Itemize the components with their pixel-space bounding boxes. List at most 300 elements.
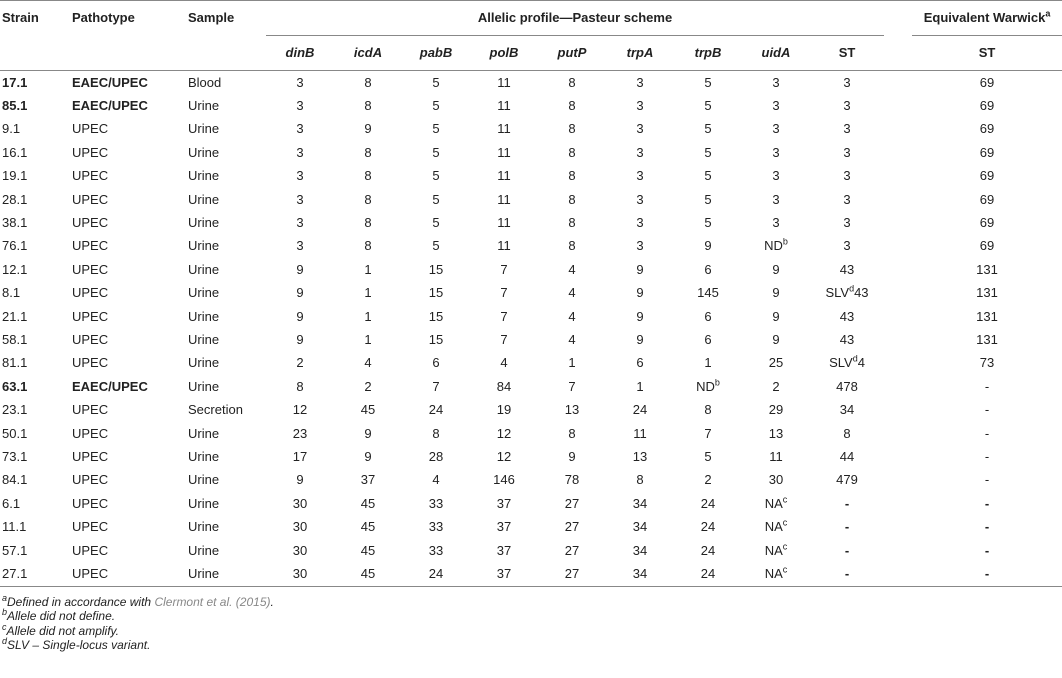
cell-warwick-st: 131: [976, 285, 998, 301]
cell-warwick-st: -: [984, 472, 990, 488]
cell-dinB: 3: [296, 121, 304, 137]
cell-pathotype: UPEC: [72, 425, 109, 441]
cell-trpA: 34: [632, 542, 648, 558]
cell-footnote-mark: c: [782, 541, 788, 552]
cell-uidA: 9: [772, 285, 780, 301]
cell-polB: 37: [496, 519, 512, 535]
table-row: [0, 118, 1062, 141]
cell-polB: 11: [497, 168, 511, 184]
table-row: [0, 211, 1062, 234]
cell-icdA: 2: [364, 378, 372, 394]
table-row: [0, 141, 1062, 164]
cell-putP: 8: [568, 98, 576, 114]
cell-st: [810, 352, 884, 375]
cell-trpA: 9: [636, 308, 644, 324]
cell-pathotype: EAEC/UPEC: [72, 378, 148, 394]
cell-polB: 7: [500, 285, 508, 301]
cell-pabB: 5: [432, 191, 440, 207]
cell-gap: [884, 515, 912, 538]
header-gene: putP: [538, 36, 606, 71]
cell-uidA: 25: [768, 355, 784, 371]
cell-gap: [884, 165, 912, 188]
cell-st: [810, 398, 884, 421]
cell-icdA: 9: [364, 121, 372, 137]
cell-putP: 8: [568, 425, 576, 441]
cell-st-value: 43: [839, 308, 855, 324]
cell-st: [810, 539, 884, 562]
header-gene: uidA: [742, 36, 810, 71]
cell-pabB: 15: [428, 261, 444, 277]
cell-icdA: 45: [360, 495, 376, 511]
cell-st: [810, 469, 884, 492]
cell-putP: 78: [564, 472, 580, 488]
footnote: [2, 638, 1012, 653]
cell-trpB: 5: [704, 121, 712, 137]
cell-trpA: 1: [636, 378, 644, 394]
cell-polB: 7: [500, 331, 508, 347]
cell-gap: [884, 71, 912, 95]
cell-strain: 9.1: [2, 121, 21, 137]
cell-trpA: 9: [636, 261, 644, 277]
cell-trpB: 9: [704, 238, 712, 254]
cell-value: NA: [764, 565, 783, 581]
footnote-mark: c: [2, 621, 7, 632]
header-gene: trpB: [674, 36, 742, 71]
cell-putP: 4: [568, 308, 576, 324]
cell-warwick-st: 69: [979, 121, 995, 137]
cell-st-value: 3: [843, 191, 851, 207]
cell-pathotype: UPEC: [72, 402, 109, 418]
cell-uidA: 3: [772, 74, 780, 90]
cell-gap: [884, 375, 912, 398]
cell-putP: 8: [568, 121, 576, 137]
cell-st-value: -: [844, 495, 850, 511]
cell-pabB: 7: [432, 378, 440, 394]
cell-icdA: 1: [364, 331, 372, 347]
cell-gap: [884, 445, 912, 468]
cell-strain: 27.1: [0, 562, 70, 586]
cell-trpB: 1: [704, 355, 712, 371]
cell-pathotype: UPEC: [72, 285, 109, 301]
cell-trpA: 34: [632, 495, 648, 511]
cell-warwick-st: 69: [979, 98, 995, 114]
cell-pathotype: UPEC: [72, 331, 109, 347]
cell-pabB: 5: [432, 238, 440, 254]
cell-sample: Urine: [188, 542, 220, 558]
cell-icdA: 8: [364, 238, 372, 254]
cell-dinB: 2: [296, 355, 304, 371]
header-gene: pabB: [402, 36, 470, 71]
cell-pabB: 8: [432, 425, 440, 441]
cell-uidA: 13: [768, 425, 784, 441]
footnote-mark: d: [2, 636, 8, 647]
cell-polB: 11: [497, 144, 511, 160]
cell-icdA: 4: [364, 355, 372, 371]
header-gene: dinB: [266, 36, 334, 71]
cell-st: [810, 445, 884, 468]
cell-gap: [884, 188, 912, 211]
cell-trpB: 5: [704, 215, 712, 231]
cell-value: NA: [764, 495, 783, 511]
cell-putP: 27: [564, 495, 580, 511]
table-row: [0, 515, 1062, 538]
cell-st: [810, 422, 884, 445]
cell-trpB: 8: [704, 402, 712, 418]
cell-dinB: 30: [292, 542, 308, 558]
cell-warwick-st: -: [984, 542, 990, 558]
cell-trpB: 5: [704, 191, 712, 207]
cell-trpA: 3: [636, 121, 644, 137]
footnote-text: Allele did not define.: [7, 609, 116, 624]
cell-uidA: 3: [772, 98, 780, 114]
cell-uidA: [742, 515, 810, 538]
header-equivalent-warwick-label: Equivalent Warwick: [923, 10, 1046, 25]
cell-uidA: 3: [772, 121, 780, 137]
cell-gap: [884, 211, 912, 234]
cell-st-value: 34: [839, 402, 855, 418]
cell-st: [810, 375, 884, 398]
cell-icdA: 1: [364, 285, 372, 301]
cell-sample: Urine: [188, 495, 220, 511]
cell-dinB: 3: [296, 98, 304, 114]
table-row: [0, 94, 1062, 117]
table-row: [0, 375, 1062, 398]
header-gene: icdA: [334, 36, 402, 71]
cell-footnote-mark: d: [849, 283, 855, 294]
cell-footnote-mark: b: [782, 237, 788, 248]
cell-uidA: [742, 235, 810, 258]
cell-putP: 8: [568, 168, 576, 184]
cell-uidA: 11: [769, 448, 783, 464]
cell-strain: 73.1: [2, 448, 28, 464]
cell-strain: 23.1: [2, 402, 28, 418]
cell-polB: 12: [496, 425, 512, 441]
cell-sample: Urine: [188, 98, 220, 114]
cell-trpA: 34: [606, 562, 674, 586]
cell-warwick-st: -: [984, 425, 990, 441]
cell-sample: Urine: [188, 215, 220, 231]
cell-pathotype: UPEC: [72, 121, 109, 137]
cell-icdA: 9: [364, 448, 372, 464]
cell-icdA: 1: [364, 308, 372, 324]
cell-polB: 84: [496, 378, 512, 394]
header-allelic-profile: Allelic profile—Pasteur scheme: [266, 1, 884, 36]
cell-strain: 12.1: [2, 261, 28, 277]
cell-trpA: 11: [633, 425, 647, 441]
cell-warwick-st: 131: [976, 331, 998, 347]
cell-dinB: 3: [296, 168, 304, 184]
cell-polB: 11: [497, 215, 511, 231]
cell-st-value: 3: [843, 168, 851, 184]
cell-pathotype: UPEC: [70, 562, 186, 586]
cell-trpB: 24: [700, 542, 716, 558]
cell-icdA: 37: [360, 472, 376, 488]
cell-warwick-st: -: [984, 378, 990, 394]
cell-pathotype: UPEC: [72, 261, 109, 277]
cell-value: ND: [764, 238, 783, 254]
cell-dinB: 30: [292, 519, 308, 535]
cell-dinB: 23: [292, 425, 308, 441]
cell-gap: [884, 539, 912, 562]
table-row: [0, 235, 1062, 258]
cell-uidA: [742, 539, 810, 562]
cell-warwick-st: 69: [979, 168, 995, 184]
cell-pabB: 28: [428, 448, 444, 464]
cell-st: [810, 188, 884, 211]
cell-dinB: 3: [296, 191, 304, 207]
cell-footnote-mark: b: [714, 377, 720, 388]
header-strain: Strain: [0, 1, 70, 36]
cell-trpB: 6: [704, 308, 712, 324]
cell-warwick-st: 69: [979, 144, 995, 160]
cell-st: [810, 211, 884, 234]
table-row: [0, 258, 1062, 281]
cell-st: [810, 515, 884, 538]
cell-gap: [884, 282, 912, 305]
cell-icdA: 45: [360, 519, 376, 535]
table-row: [0, 422, 1062, 445]
cell-st-number: 43: [854, 285, 869, 301]
cell-trpB: 7: [704, 425, 712, 441]
cell-warwick-st: -: [912, 562, 1062, 586]
cell-pabB: 15: [428, 331, 444, 347]
footnote: [2, 609, 1012, 624]
cell-st: [810, 328, 884, 351]
cell-st-value: 3: [843, 121, 851, 137]
cell-trpB: 5: [704, 168, 712, 184]
cell-uidA: 3: [772, 168, 780, 184]
cell-strain: 17.1: [2, 74, 28, 90]
header-pathotype: Pathotype: [70, 1, 186, 36]
cell-st-value: 478: [836, 378, 858, 394]
cell-warwick-st: -: [984, 495, 990, 511]
cell-st: [810, 282, 884, 305]
cell-dinB: 30: [266, 562, 334, 586]
cell-trpB: 5: [704, 448, 712, 464]
footnote-text: SLV – Single-locus variant.: [7, 638, 151, 653]
cell-gap: [884, 492, 912, 515]
cell-strain: 58.1: [2, 331, 28, 347]
cell-st-value: SLV: [829, 355, 853, 371]
cell-polB: 19: [496, 402, 512, 418]
cell-strain: 81.1: [2, 355, 28, 371]
cell-pabB: 5: [432, 74, 440, 90]
footnote: [2, 592, 1012, 610]
cell-pabB: 5: [432, 144, 440, 160]
cell-pathotype: UPEC: [72, 308, 109, 324]
cell-pathotype: EAEC/UPEC: [72, 74, 148, 90]
cell-pabB: 24: [402, 562, 470, 586]
cell-footnote-mark: c: [782, 517, 788, 528]
citation-link[interactable]: Clermont et al. (2015): [154, 594, 271, 609]
cell-strain: 84.1: [2, 472, 28, 488]
cell-sample: Urine: [188, 331, 220, 347]
cell-gap: [884, 562, 912, 586]
cell-sample: Urine: [188, 448, 220, 464]
cell-polB: 4: [500, 355, 508, 371]
cell-sample: Urine: [188, 472, 220, 488]
cell-trpA: 24: [632, 402, 648, 418]
cell-putP: 27: [538, 562, 606, 586]
cell-warwick-st: 69: [979, 238, 995, 254]
cell-strain: 19.1: [2, 168, 28, 184]
cell-trpA: 6: [636, 355, 644, 371]
cell-warwick-st: -: [984, 448, 990, 464]
cell-st-value: 8: [843, 425, 851, 441]
cell-trpA: 3: [636, 98, 644, 114]
cell-trpA: 3: [636, 74, 644, 90]
cell-dinB: 3: [296, 215, 304, 231]
cell-pathotype: UPEC: [72, 472, 109, 488]
footnote-text: Allele did not amplify.: [6, 623, 119, 638]
cell-strain: 28.1: [2, 191, 28, 207]
cell-trpB: 24: [700, 519, 716, 535]
cell-trpB: 24: [674, 562, 742, 586]
cell-warwick-st: -: [984, 402, 990, 418]
cell-pathotype: UPEC: [72, 355, 109, 371]
cell-sample: Urine: [188, 308, 220, 324]
cell-st: [810, 492, 884, 515]
table-row: [0, 562, 1062, 586]
cell-gap: [884, 141, 912, 164]
cell-sample: Urine: [188, 168, 220, 184]
cell-st-value: -: [844, 519, 850, 535]
cell-st: [810, 71, 884, 95]
cell-trpB: 5: [704, 144, 712, 160]
cell-dinB: 9: [296, 308, 304, 324]
cell-pathotype: EAEC/UPEC: [72, 98, 148, 114]
cell-putP: 1: [568, 355, 576, 371]
cell-gap: [884, 305, 912, 328]
cell-gap: [884, 469, 912, 492]
cell-polB: 12: [496, 448, 512, 464]
footnotes: [0, 587, 1012, 653]
cell-dinB: 30: [292, 495, 308, 511]
cell-trpA: 8: [636, 472, 644, 488]
cell-icdA: 8: [364, 144, 372, 160]
cell-st: [810, 118, 884, 141]
header-blank: [186, 36, 266, 71]
cell-warwick-st: 131: [976, 308, 998, 324]
cell-dinB: 3: [296, 74, 304, 90]
cell-putP: 4: [568, 285, 576, 301]
cell-dinB: 17: [292, 448, 308, 464]
cell-uidA: 29: [768, 402, 784, 418]
table-row: [0, 282, 1062, 305]
cell-warwick-st: 69: [979, 74, 995, 90]
cell-putP: 4: [568, 331, 576, 347]
cell-strain: 16.1: [2, 144, 28, 160]
table-row: [0, 469, 1062, 492]
cell-icdA: 8: [364, 168, 372, 184]
cell-pabB: 4: [432, 472, 440, 488]
cell-strain: 8.1: [2, 285, 21, 301]
cell-pabB: 6: [432, 355, 440, 371]
cell-st: [810, 141, 884, 164]
cell-warwick-st: 69: [979, 191, 995, 207]
header-gap: [884, 1, 912, 36]
cell-uidA: 30: [768, 472, 784, 488]
cell-trpB: 145: [697, 285, 719, 301]
cell-sample: Secretion: [188, 402, 243, 418]
cell-gap: [884, 258, 912, 281]
cell-value: NA: [764, 542, 783, 558]
cell-footnote-mark: c: [782, 564, 788, 575]
cell-pathotype: UPEC: [72, 519, 109, 535]
footnote: [2, 621, 1012, 639]
cell-uidA: 9: [772, 308, 780, 324]
cell-st-value: 479: [836, 472, 858, 488]
header-warwick-st: ST: [912, 36, 1062, 71]
header-gene: polB: [470, 36, 538, 71]
cell-uidA: [742, 492, 810, 515]
table-row: [0, 305, 1062, 328]
header-equivalent-warwick: [912, 1, 1062, 36]
cell-pabB: 15: [428, 285, 444, 301]
cell-polB: 11: [497, 74, 511, 90]
cell-putP: 13: [564, 402, 580, 418]
cell-st-value: 3: [843, 215, 851, 231]
cell-putP: 8: [568, 74, 576, 90]
cell-trpA: 3: [636, 168, 644, 184]
cell-icdA: 1: [364, 261, 372, 277]
cell-pathotype: UPEC: [72, 238, 109, 254]
cell-icdA: 8: [364, 215, 372, 231]
cell-pabB: 33: [428, 542, 444, 558]
cell-pabB: 33: [428, 495, 444, 511]
cell-sample: Urine: [188, 261, 220, 277]
cell-putP: 8: [568, 238, 576, 254]
header-gap: [884, 36, 912, 71]
table-row: [0, 398, 1062, 421]
cell-st-value: 43: [839, 261, 855, 277]
footnote-tail: .: [270, 594, 274, 609]
cell-icdA: 45: [360, 542, 376, 558]
cell-pabB: 5: [432, 121, 440, 137]
cell-pabB: 5: [432, 215, 440, 231]
cell-trpA: 9: [636, 331, 644, 347]
cell-putP: 8: [568, 144, 576, 160]
cell-polB: 7: [500, 261, 508, 277]
cell-sample: Urine: [188, 144, 220, 160]
cell-putP: 8: [568, 191, 576, 207]
cell-gap: [884, 328, 912, 351]
cell-pabB: 15: [428, 308, 444, 324]
cell-uidA: [742, 562, 810, 586]
footnote-text: Defined in accordance with: [7, 594, 155, 609]
cell-st-value: SLV: [825, 285, 850, 301]
cell-polB: 11: [497, 191, 511, 207]
cell-trpB: 5: [704, 74, 712, 90]
cell-trpA: 3: [636, 215, 644, 231]
cell-sample: Urine: [186, 562, 266, 586]
cell-trpA: 3: [636, 238, 644, 254]
cell-sample: Urine: [188, 425, 220, 441]
cell-polB: 11: [497, 121, 511, 137]
cell-uidA: 2: [772, 378, 780, 394]
cell-strain: 63.1: [2, 378, 28, 394]
cell-pathotype: UPEC: [72, 168, 109, 184]
cell-st-value: 3: [843, 238, 851, 254]
table-row: [0, 165, 1062, 188]
table-row: [0, 71, 1062, 95]
cell-st-value: 3: [843, 144, 851, 160]
cell-footnote-mark: d: [852, 354, 858, 365]
cell-sample: Urine: [188, 378, 220, 394]
cell-st-value: 3: [843, 74, 851, 90]
cell-sample: Urine: [188, 285, 220, 301]
cell-trpB: 6: [704, 331, 712, 347]
